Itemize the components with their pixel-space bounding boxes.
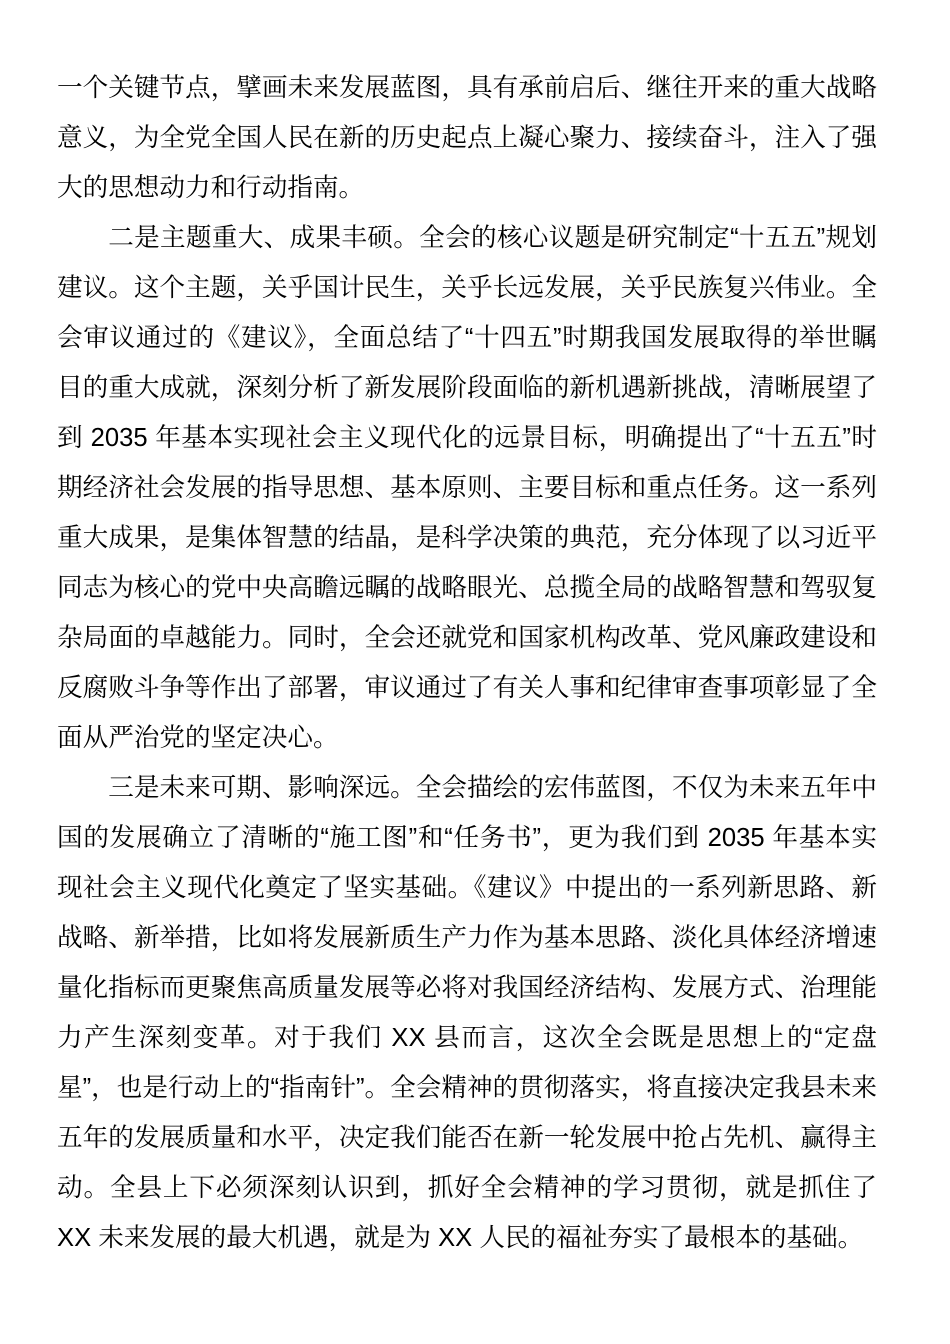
paragraph: 三是未来可期、影响深远。全会描绘的宏伟蓝图，不仅为未来五年中国的发展确立了清晰的“施工图”和“任务书”，更为我们到 2035 年基本实现社会主义现代化奠定了坚实基础。《建议》中提出的一系列新思路、新战略、新举措，比如将发展新质生产力作为基本思路、淡化具体经济增速量化指标而更聚焦高质量发展等必将对我国经济结构、发展方式、治理能力产生深刻变革。对于我们 XX 县而言，这次全会既是思想上的“定盘星”，也是行动上的“指南针”。全会精神的贯彻落实，将直接决定我县未来五年的发展质量和水平，决定我们能否在新一轮发展中抢占先机、赢得主动。全县上下必须深刻认识到，抓好全会精神的学习贯彻，就是抓住了 XX 未来发展的最大机遇，就是为 XX 人民的福祉夯实了最根本的基础。: [57, 774, 877, 1252]
paragraph: 一个关键节点，擘画未来发展蓝图，具有承前启后、继往开来的重大战略意义，为全党全国人民在新的历史起点上凝心聚力、接续奋斗，注入了强大的思想动力和行动指南。: [57, 74, 877, 202]
document-body: [57, 63, 877, 1263]
paragraph: 二是主题重大、成果丰硕。全会的核心议题是研究制定“十五五”规划建议。这个主题，关乎国计民生，关乎长远发展，关乎民族复兴伟业。全会审议通过的《建议》，全面总结了“十四五”时期我国发展取得的举世瞩目的重大成就，深刻分析了新发展阶段面临的新机遇新挑战，清晰展望了到 2035 年基本实现社会主义现代化的远景目标，明确提出了“十五五”时期经济社会发展的指导思想、基本原则、主要目标和重点任务。这一系列重大成果，是集体智慧的结晶，是科学决策的典范，充分体现了以习近平同志为核心的党中央高瞻远瞩的战略眼光、总揽全局的战略智慧和驾驭复杂局面的卓越能力。同时，全会还就党和国家机构改革、党风廉政建设和反腐败斗争等作出了部署，审议通过了有关人事和纪律审查事项彰显了全面从严治党的坚定决心。: [57, 224, 877, 752]
